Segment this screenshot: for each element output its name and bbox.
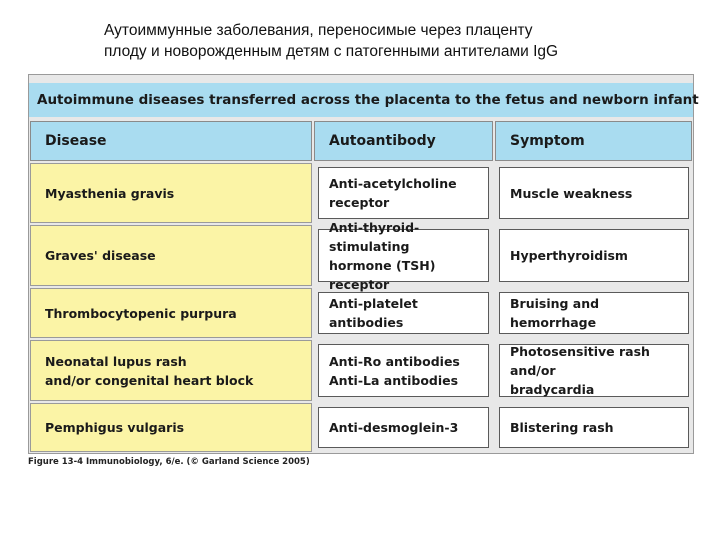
table-row (29, 163, 693, 223)
symptom-text: Photosensitive rash and/or (510, 344, 650, 378)
disease-cell (30, 163, 312, 223)
autoantibody-text: Anti-platelet antibodies (329, 296, 418, 330)
figure-table (28, 74, 699, 454)
symptom-text: bradycardia (510, 382, 595, 397)
table-row (29, 288, 693, 338)
disease-cell (30, 340, 312, 401)
autoantibody-cell (318, 167, 489, 219)
slide-title-line-2: плоду и новорожденным детям с патогенными антителами IgG (104, 43, 559, 60)
column-header-autoantibody: Autoantibody (314, 121, 493, 161)
symptom-cell (499, 167, 689, 219)
disease-text: Myasthenia gravis (45, 185, 175, 201)
autoantibody-text: Anti-acetylcholine (329, 176, 457, 191)
symptom-text: Blistering rash (510, 420, 614, 435)
autoantibody-cell (318, 219, 489, 292)
symptom-cell (499, 344, 689, 397)
table-row (29, 403, 693, 452)
symptom-text: Hyperthyroidism (510, 248, 628, 263)
autoantibody-text: Anti-desmoglein-3 (329, 420, 459, 435)
symptom-cell (499, 407, 689, 448)
symptom-cell (499, 229, 689, 282)
table-row (29, 340, 693, 401)
slide-title-line-1: Аутоиммунные заболевания, переносимые через плаценту (104, 22, 533, 39)
disease-text: Thrombocytopenic purpura (45, 305, 237, 321)
disease-cell (30, 403, 312, 452)
slide-title (104, 20, 664, 62)
symptom-cell (499, 292, 689, 334)
autoantibody-text: receptor (329, 195, 390, 210)
disease-text: Neonatal lupus rash (45, 353, 187, 369)
figure-caption: Figure 13-4 Immunobiology, 6/e. (© Garland Science 2005) (28, 457, 310, 467)
column-header-symptom: Symptom (495, 121, 692, 161)
autoantibody-text: hormone (TSH) receptor (329, 257, 436, 292)
autoantibody-text: Anti-La antibodies (329, 372, 459, 388)
disease-text: Pemphigus vulgaris (45, 420, 185, 435)
symptom-text: Bruising and hemorrhage (510, 296, 600, 330)
disease-cell (30, 225, 312, 286)
figure-title: Autoimmune diseases transferred across the placenta to the fetus and newborn infant (29, 83, 693, 117)
symptom-text: Muscle weakness (510, 185, 633, 201)
table-row (29, 219, 693, 292)
autoantibody-cell (318, 344, 489, 397)
autoantibody-cell (318, 407, 489, 448)
disease-text: Graves' disease (45, 248, 156, 263)
autoantibody-text: Anti-Ro antibodies (329, 353, 460, 369)
autoantibody-cell (318, 292, 489, 334)
disease-text: and/or congenital heart block (45, 372, 254, 388)
column-header-disease: Disease (30, 121, 312, 161)
disease-cell (30, 288, 312, 338)
autoantibody-text: Anti-thyroid-stimulating (329, 219, 420, 254)
